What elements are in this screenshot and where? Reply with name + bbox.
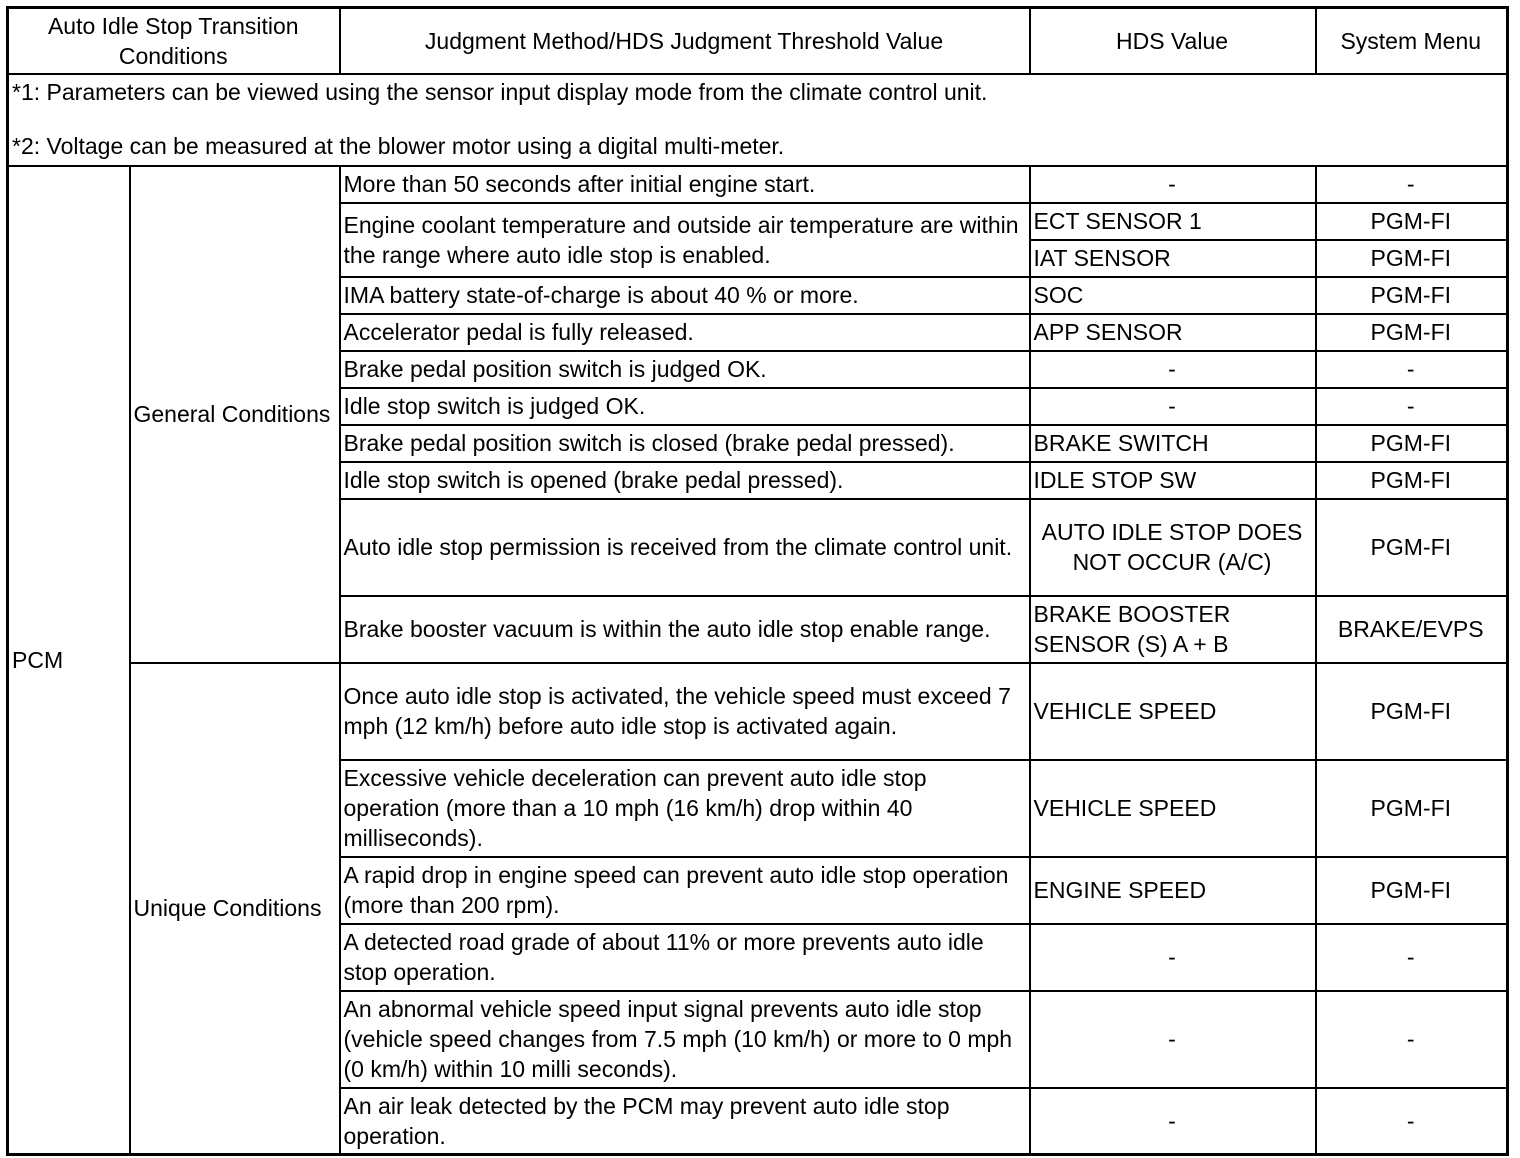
hds-value: SOC — [1030, 277, 1316, 314]
hds-value: VEHICLE SPEED — [1030, 760, 1316, 857]
judgment-method: More than 50 seconds after initial engine start. — [340, 166, 1030, 203]
hds-value: - — [1030, 991, 1316, 1088]
judgment-method: A rapid drop in engine speed can prevent auto idle stop operation (more than 200 rpm). — [340, 857, 1030, 924]
system-menu: - — [1316, 924, 1508, 991]
notes-row — [8, 74, 1508, 166]
system-menu: PGM-FI — [1316, 203, 1508, 240]
judgment-method: Excessive vehicle deceleration can prevent auto idle stop operation (more than a 10 mph (16 km/h) drop within 40 milliseconds). — [340, 760, 1030, 857]
system-menu: PGM-FI — [1316, 663, 1508, 760]
system-menu: PGM-FI — [1316, 314, 1508, 351]
table-row — [8, 663, 1508, 760]
hds-value: - — [1030, 924, 1316, 991]
system-menu: - — [1316, 1088, 1508, 1155]
system-menu: - — [1316, 166, 1508, 203]
hds-value: BRAKE BOOSTER SENSOR (S) A + B — [1030, 596, 1316, 663]
judgment-method: Accelerator pedal is fully released. — [340, 314, 1030, 351]
hds-value: - — [1030, 1088, 1316, 1155]
hds-value: VEHICLE SPEED — [1030, 663, 1316, 760]
system-menu: PGM-FI — [1316, 425, 1508, 462]
hds-value: AUTO IDLE STOP DOES NOT OCCUR (A/C) — [1030, 499, 1316, 596]
system-menu: PGM-FI — [1316, 760, 1508, 857]
hds-value: BRAKE SWITCH — [1030, 425, 1316, 462]
hds-value: - — [1030, 388, 1316, 425]
header-transition-conditions: Auto Idle Stop Transition Conditions — [8, 8, 340, 74]
hds-value: APP SENSOR — [1030, 314, 1316, 351]
conditions-table — [6, 6, 1509, 1156]
system-menu: - — [1316, 388, 1508, 425]
hds-value: ENGINE SPEED — [1030, 857, 1316, 924]
judgment-method: Idle stop switch is judged OK. — [340, 388, 1030, 425]
system-menu: PGM-FI — [1316, 277, 1508, 314]
system-menu: PGM-FI — [1316, 499, 1508, 596]
system-menu: PGM-FI — [1316, 462, 1508, 499]
header-judgment-method: Judgment Method/HDS Judgment Threshold Value — [340, 8, 1030, 74]
judgment-method: An air leak detected by the PCM may prevent auto idle stop operation. — [340, 1088, 1030, 1155]
hds-value: IAT SENSOR — [1030, 240, 1316, 277]
judgment-method: IMA battery state-of-charge is about 40 % or more. — [340, 277, 1030, 314]
hds-value: IDLE STOP SW — [1030, 462, 1316, 499]
footnote-1: *1: Parameters can be viewed using the sensor input display mode from the climate control unit. — [12, 79, 988, 105]
judgment-method: Auto idle stop permission is received from the climate control unit. — [340, 499, 1030, 596]
judgment-method: Brake booster vacuum is within the auto idle stop enable range. — [340, 596, 1030, 663]
hds-value: - — [1030, 166, 1316, 203]
hds-value: ECT SENSOR 1 — [1030, 203, 1316, 240]
judgment-method: Idle stop switch is opened (brake pedal pressed). — [340, 462, 1030, 499]
system-menu: - — [1316, 351, 1508, 388]
table-row — [8, 166, 1508, 203]
header-system-menu: System Menu — [1316, 8, 1508, 74]
group-general-conditions: General Conditions — [130, 166, 340, 663]
notes-cell — [8, 74, 1508, 166]
header-hds-value: HDS Value — [1030, 8, 1316, 74]
header-row — [8, 8, 1508, 74]
system-menu: PGM-FI — [1316, 857, 1508, 924]
footnote-2: *2: Voltage can be measured at the blower motor using a digital multi-meter. — [12, 133, 785, 159]
judgment-method: An abnormal vehicle speed input signal prevents auto idle stop (vehicle speed changes from 7.5 mph (10 km/h) or more to 0 mph (0 km/h) within 10 milli seconds). — [340, 991, 1030, 1088]
judgment-method: Brake pedal position switch is judged OK. — [340, 351, 1030, 388]
judgment-method: Once auto idle stop is activated, the vehicle speed must exceed 7 mph (12 km/h) before auto idle stop is activated again. — [340, 663, 1030, 760]
system-menu: PGM-FI — [1316, 240, 1508, 277]
unit-cell: PCM — [8, 166, 130, 1155]
system-menu: - — [1316, 991, 1508, 1088]
hds-value: - — [1030, 351, 1316, 388]
judgment-method: Brake pedal position switch is closed (brake pedal pressed). — [340, 425, 1030, 462]
system-menu: BRAKE/EVPS — [1316, 596, 1508, 663]
judgment-method: Engine coolant temperature and outside air temperature are within the range where auto idle stop is enabled. — [340, 203, 1030, 277]
group-unique-conditions: Unique Conditions — [130, 663, 340, 1155]
judgment-method: A detected road grade of about 11% or more prevents auto idle stop operation. — [340, 924, 1030, 991]
